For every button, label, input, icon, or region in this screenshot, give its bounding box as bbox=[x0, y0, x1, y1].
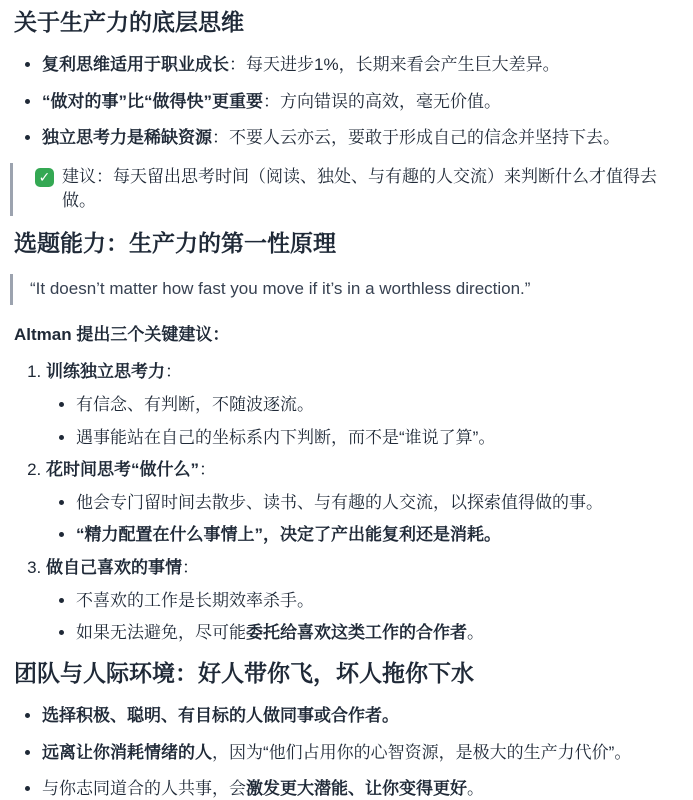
bullet-text: ：方向错误的高效，毫无价值。 bbox=[263, 91, 501, 111]
item-colon: ： bbox=[199, 460, 216, 480]
section-heading-topic-selection: 选题能力：生产力的第一性原理 bbox=[14, 230, 336, 257]
sub-bullet-list bbox=[46, 393, 679, 450]
sub-text: 他会专门留时间去散步、读书、与有趣的人交流，以探索值得做的事。 bbox=[76, 492, 603, 512]
ordered-item bbox=[46, 360, 679, 450]
sub-list-item bbox=[76, 426, 679, 451]
section-heading-productivity-mindset: 关于生产力的底层思维 bbox=[14, 9, 244, 35]
callout-text: 建议：每天留出思考时间（阅读、独处、与有趣的人交流）来判断什么才值得去做。 bbox=[62, 166, 657, 211]
sub-text: 如果无法避免，尽可能 bbox=[76, 623, 246, 643]
bullet-text: ：每天进步1%，长期来看会产生巨大差异。 bbox=[229, 54, 560, 74]
bullet-text: 。 bbox=[467, 779, 484, 799]
sub-bullet-list bbox=[46, 491, 679, 548]
list-item bbox=[42, 741, 679, 766]
sub-text: 遇事能站在自己的坐标系内下判断，而不是“谁说了算”。 bbox=[76, 427, 496, 447]
bullet-bold-text: 复利思维适用于职业成长 bbox=[42, 54, 229, 74]
bullet-list-mindset bbox=[14, 53, 679, 151]
sub-list-item bbox=[76, 393, 679, 418]
sub-text: 不喜欢的工作是长期效率杀手。 bbox=[76, 590, 314, 610]
sub-bold-text: “精力配置在什么事情上”，决定了产出能复利还是消耗。 bbox=[76, 525, 501, 545]
bullet-bold-text: “做对的事”比“做得快”更重要 bbox=[42, 91, 263, 111]
bullet-bold-text: 独立思考力是稀缺资源 bbox=[42, 128, 212, 148]
suggestion-callout bbox=[10, 163, 679, 216]
quote-text: “It doesn’t matter how fast you move if it’s in a worthless direction.” bbox=[30, 278, 531, 298]
bullet-list-team bbox=[14, 704, 679, 800]
list-item bbox=[42, 90, 679, 115]
list-item bbox=[42, 704, 679, 729]
sub-text: 。 bbox=[467, 623, 484, 643]
ordered-list-altman-advice bbox=[14, 360, 679, 646]
bullet-bold-text: 选择积极、聪明、有目标的人做同事或合作者。 bbox=[42, 705, 399, 725]
item-title: 花时间思考“做什么” bbox=[46, 460, 199, 480]
sub-bold-text: 委托给喜欢这类工作的合作者 bbox=[246, 623, 467, 643]
sub-bullet-list bbox=[46, 589, 679, 646]
bullet-text: ：不要人云亦云，要敢于形成自己的信念并坚持下去。 bbox=[212, 128, 620, 148]
intro-paragraph: Altman 提出三个关键建议： bbox=[14, 324, 230, 344]
bullet-bold-text: 远离让你消耗情绪的人 bbox=[42, 742, 212, 762]
list-item bbox=[42, 777, 679, 800]
sub-list-item bbox=[76, 589, 679, 614]
ordered-item bbox=[46, 458, 679, 548]
blockquote bbox=[10, 274, 679, 305]
sub-text: 有信念、有判断，不随波逐流。 bbox=[76, 394, 314, 414]
ordered-item bbox=[46, 556, 679, 646]
item-title: 训练独立思考力 bbox=[46, 362, 165, 382]
sub-list-item bbox=[76, 491, 679, 516]
bullet-text: 与你志同道合的人共事，会 bbox=[42, 779, 246, 799]
item-colon: ： bbox=[182, 558, 199, 578]
list-item bbox=[42, 126, 679, 151]
bullet-bold-text: 激发更大潜能、让你变得更好 bbox=[246, 779, 467, 799]
section-heading-team-environment: 团队与人际环境：好人带你飞，坏人拖你下水 bbox=[14, 660, 474, 687]
item-colon: ： bbox=[165, 362, 182, 382]
sub-list-item bbox=[76, 621, 679, 646]
item-title: 做自己喜欢的事情 bbox=[46, 558, 182, 578]
sub-list-item bbox=[76, 523, 679, 548]
list-item bbox=[42, 53, 679, 78]
bullet-text: ，因为“他们占用你的心智资源，是极大的生产力代价”。 bbox=[212, 742, 632, 762]
check-icon: ✓ bbox=[35, 168, 54, 187]
